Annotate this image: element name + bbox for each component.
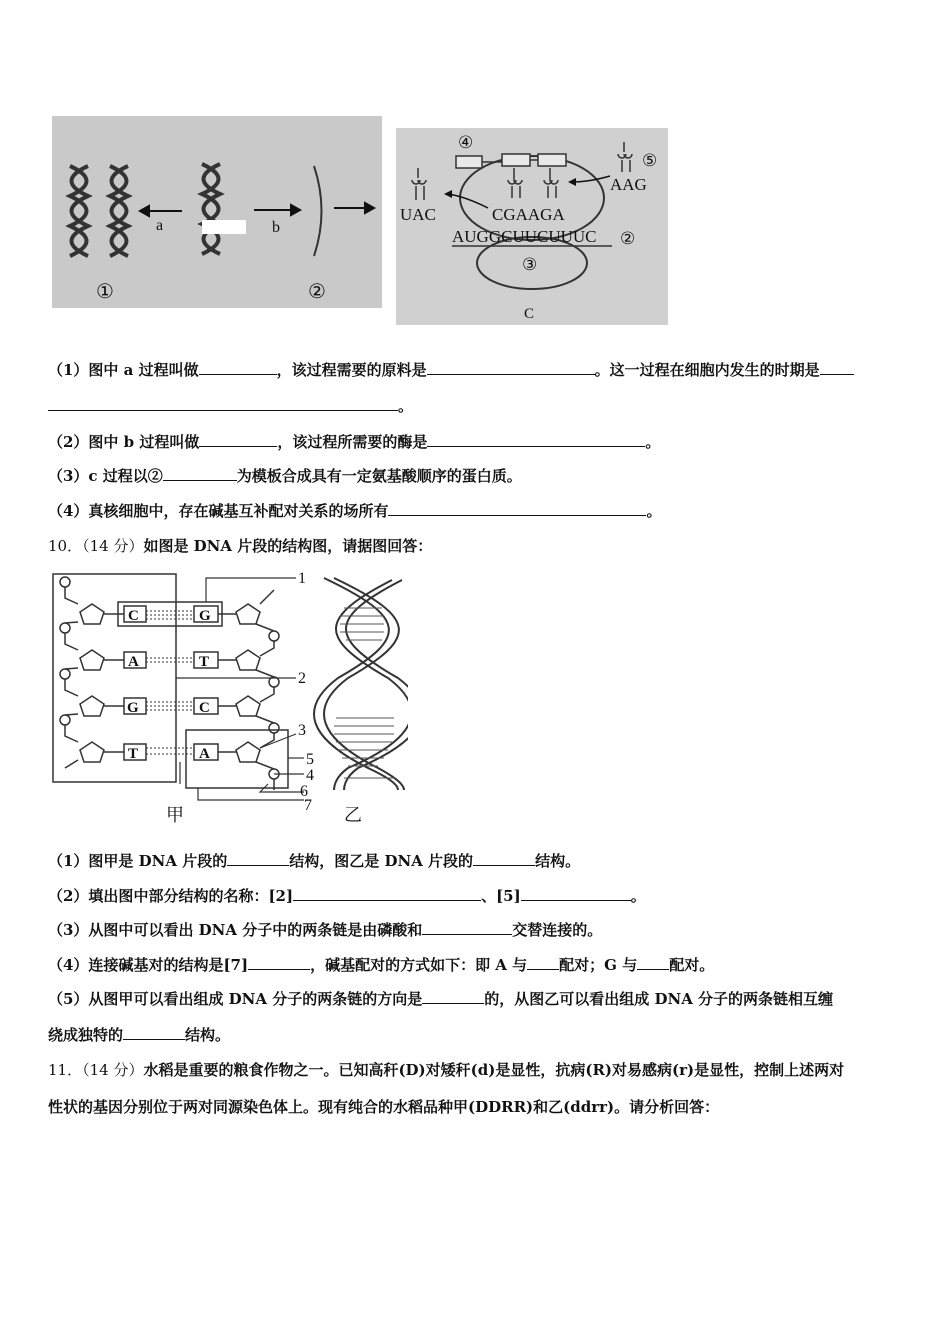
blank-backbone[interactable] [422, 920, 512, 935]
q11-text2: 性状的基因分别位于两对同源染色体上。现有纯合的水稻品种甲(DDRR)和乙(ddrr)。请分析回答： [48, 1098, 720, 1116]
q10-s1-b: 结构，图乙是 DNA 片段的 [289, 852, 474, 870]
q11-text1: 水稻是重要的粮食作物之一。已知高秆(D)对矮秆(d)是显性，抗病(R)对易感病(r)是显性，控制上述两对 [143, 1061, 845, 1079]
blank-period-part1[interactable] [820, 360, 854, 375]
mrna-sequence: AUGGCUUCUUUC [452, 227, 597, 246]
q9-line4 [48, 501, 661, 521]
blank-structure-5[interactable] [521, 886, 631, 901]
q9-p1-end: 。 [398, 397, 414, 415]
codon-aag: AAG [610, 175, 647, 194]
q9-p1-c: 。这一过程在细胞内发生的时期是 [594, 361, 820, 379]
q10-s4-c: 配对；G 与 [559, 956, 638, 974]
label-c: C [524, 306, 535, 322]
label-4: 4 [306, 767, 314, 784]
left-backbone [60, 577, 78, 768]
blank-raw-material[interactable] [427, 360, 595, 375]
q10-s5-a: （5）从图甲可以看出组成 DNA 分子的两条链的方向是 [48, 990, 423, 1008]
q10-s4-a: （4）连接碱基对的结构是[7] [48, 956, 249, 974]
q10-s1-a: （1）图甲是 DNA 片段的 [48, 852, 228, 870]
q11-line1 [48, 1060, 844, 1080]
blank-enzyme[interactable] [427, 432, 645, 447]
figure-translation-svg [396, 128, 668, 325]
q9-p3-b: 为模板合成具有一定氨基酸顺序的蛋白质。 [236, 467, 522, 485]
q9-p2-a: （2）图中 b 过程叫做 [48, 433, 200, 451]
q11-line2 [48, 1097, 719, 1117]
q9-p4-end: 。 [646, 502, 662, 520]
label-a: a [156, 217, 164, 234]
q9-p2-b: ，该过程所需要的酶是 [277, 433, 428, 451]
blank-yi-structure[interactable] [473, 851, 535, 866]
q10-s2-b: 、[5] [481, 887, 521, 905]
arrow-a [140, 206, 182, 216]
label-circle-1: ① [96, 281, 114, 303]
label-2: ② [620, 229, 636, 248]
right-base-3: C [199, 700, 210, 716]
incoming-trna [618, 142, 632, 172]
q10-s4-end: 配对。 [669, 956, 715, 974]
left-base-2: A [128, 654, 139, 670]
dna-helix-3 [202, 164, 220, 254]
blank-direction[interactable] [422, 989, 484, 1004]
blank-helix-structure[interactable] [123, 1025, 185, 1040]
label-6: 6 [300, 783, 308, 800]
q10-s4-b: ，碱基配对的方式如下：即 A 与 [310, 956, 528, 974]
q10-line2 [48, 886, 646, 906]
q10-line3 [48, 920, 602, 940]
q10-line5 [48, 989, 833, 1009]
blank-structure-7[interactable] [248, 955, 310, 970]
q10-line6 [48, 1025, 230, 1045]
q9-p1-b: ，该过程需要的原料是 [276, 361, 427, 379]
left-base-1: C [128, 608, 139, 624]
q10-title-line [48, 536, 432, 556]
blank-jia-structure[interactable] [227, 851, 289, 866]
q10-s5-end: 结构。 [185, 1026, 231, 1044]
q9-p4-a: （4）真核细胞中，存在碱基互补配对关系的场所有 [48, 502, 389, 520]
arrow-b [254, 205, 300, 215]
q10-s5-c: 绕成独特的 [48, 1026, 124, 1044]
strand-frame [53, 574, 176, 782]
q9-p1-a: （1）图中 a 过程叫做 [48, 361, 199, 379]
blank-template[interactable] [163, 466, 237, 481]
blank-b-process[interactable] [199, 432, 277, 447]
arrow-out [448, 194, 488, 208]
right-sugars [218, 604, 260, 762]
figure-translation [396, 128, 668, 325]
q9-line1 [48, 360, 854, 380]
label-jia: 甲 [166, 805, 184, 825]
label-7: 7 [304, 797, 312, 814]
right-backbone [256, 590, 279, 790]
blank-pair-a[interactable] [527, 955, 559, 970]
left-base-4: T [128, 746, 139, 762]
q10-s1-end: 结构。 [535, 852, 581, 870]
label-3: 3 [298, 722, 306, 739]
dna-helix-1 [70, 166, 88, 256]
polypeptide-chain [456, 154, 566, 168]
left-bases [124, 606, 146, 760]
q10-s3-end: 交替连接的。 [512, 921, 603, 939]
mrna-strand [314, 166, 322, 256]
left-sugars [80, 604, 124, 762]
left-base-3: G [127, 700, 139, 716]
q10-number: 10．（14 分） [48, 537, 144, 555]
q11-number: 11．（14 分） [48, 1061, 144, 1079]
q9-p2-end: 。 [645, 433, 661, 451]
blank-sites[interactable] [388, 501, 646, 516]
right-bases [194, 606, 218, 760]
codon-uac: UAC [400, 205, 436, 224]
blank-period-part2[interactable] [48, 396, 398, 411]
q9-p3-a: （3）c 过程以② [48, 467, 163, 485]
label-4: ④ [458, 133, 474, 152]
label-yi: 乙 [344, 805, 362, 825]
arrow-right [334, 203, 374, 213]
outgoing-trna [412, 168, 426, 200]
q10-s2-end: 。 [630, 887, 646, 905]
label-2: 2 [298, 670, 306, 687]
label-circle-2: ② [308, 281, 326, 303]
blank-pair-g[interactable] [637, 955, 669, 970]
dna-helix-2 [110, 166, 128, 256]
q10-line4 [48, 955, 714, 975]
blank-a-process[interactable] [199, 360, 277, 375]
q9-line3 [48, 466, 522, 486]
figure-replication-svg [52, 116, 382, 308]
trna-sites [508, 168, 558, 198]
right-base-2: T [199, 654, 210, 670]
label-1: 1 [298, 570, 306, 587]
q10-title: 如图是 DNA 片段的结构图，请据图回答： [143, 537, 433, 555]
label-3: ③ [522, 255, 538, 274]
blank-structure-2[interactable] [293, 886, 481, 901]
label-5: 5 [306, 751, 314, 768]
white-patch [202, 220, 246, 234]
q10-line1 [48, 851, 580, 871]
figure-dna-svg [48, 568, 408, 830]
figure-replication [52, 116, 382, 308]
label-5: ⑤ [642, 151, 658, 170]
hydrogen-bonds [146, 611, 194, 754]
arrow-in [572, 176, 610, 182]
q10-s5-b: 的，从图乙可以看出组成 DNA 分子的两条链相互缠 [484, 990, 834, 1008]
right-base-1: G [199, 608, 211, 624]
q10-s2-a: （2）填出图中部分结构的名称：[2] [48, 887, 294, 905]
q9-line1-cont [48, 396, 413, 416]
right-base-4: A [199, 746, 210, 762]
figure-dna [48, 568, 408, 830]
q9-line2 [48, 432, 660, 452]
q10-s3-a: （3）从图中可以看出 DNA 分子中的两条链是由磷酸和 [48, 921, 423, 939]
label-b: b [272, 219, 280, 236]
anticodon-cgaaga: CGAAGA [492, 205, 565, 224]
